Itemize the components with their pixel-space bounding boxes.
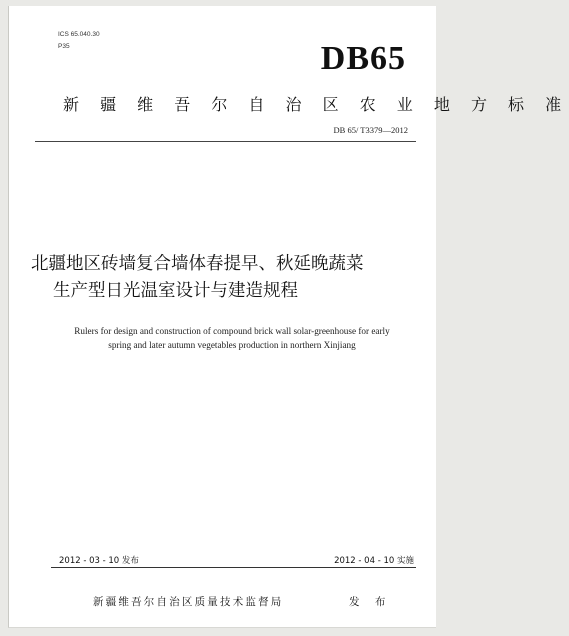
issue-label: 发 布 bbox=[349, 596, 392, 608]
publish-date: 2012 - 03 - 10 发布 bbox=[59, 556, 139, 566]
chinese-title-line-2: 生产型日光温室设计与建造规程 bbox=[53, 281, 298, 301]
issuing-authority: 新疆维吾尔自治区质量技术监督局 bbox=[93, 596, 284, 608]
chinese-title-line-1: 北疆地区砖墙复合墙体春提早、秋延晚蔬菜 bbox=[31, 254, 364, 274]
ccs-code: P35 bbox=[58, 43, 70, 50]
english-title-line-1: Rulers for design and construction of compound brick wall solar-greenhouse for early bbox=[74, 326, 390, 336]
implement-date: 2012 - 04 - 10 实施 bbox=[334, 556, 414, 566]
english-title-line-2: spring and later autumn vegetables production in northern Xinjiang bbox=[108, 340, 356, 350]
english-title bbox=[31, 324, 433, 352]
standard-type: 新 疆 维 吾 尔 自 治 区 农 业 地 方 标 准 bbox=[63, 95, 569, 114]
top-divider bbox=[35, 141, 416, 142]
document-page bbox=[8, 6, 569, 628]
standard-number: DB 65/ T3379—2012 bbox=[333, 125, 408, 135]
standard-code: DB65 bbox=[320, 40, 406, 77]
chinese-title bbox=[31, 251, 431, 305]
ics-code: ICS 65.040.30 bbox=[58, 31, 100, 38]
bottom-divider bbox=[51, 567, 416, 568]
